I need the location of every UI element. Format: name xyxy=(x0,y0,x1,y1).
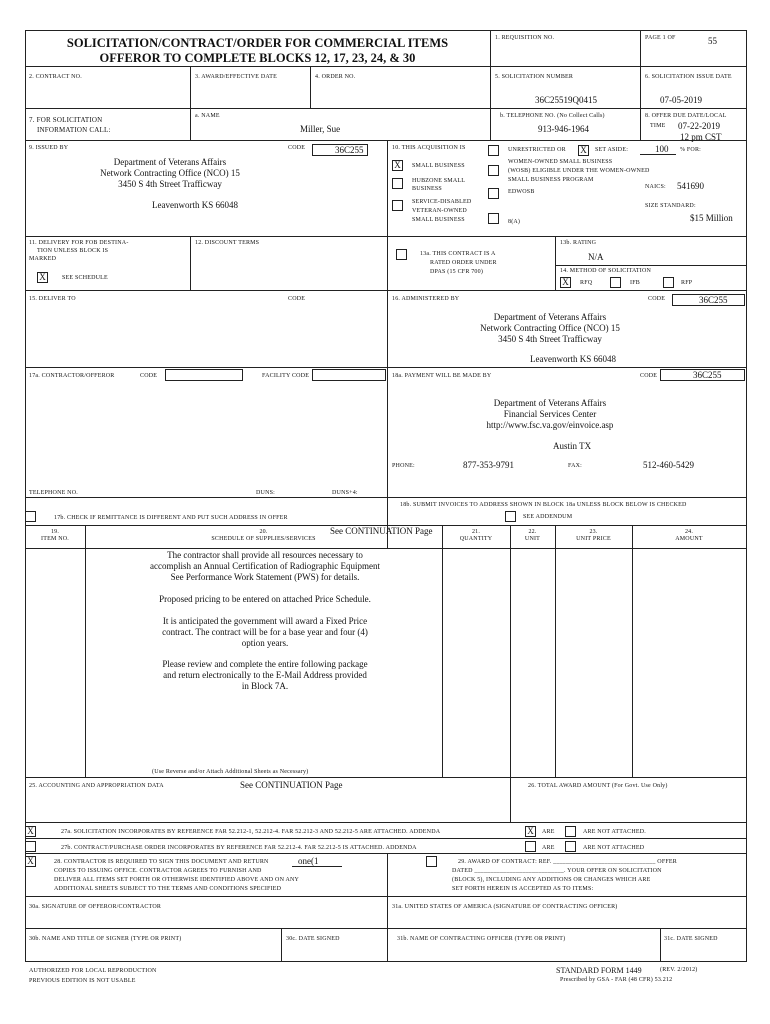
name-label: a. NAME xyxy=(195,113,220,119)
officer-signature-label: 31a. UNITED STATES OF AMERICA (SIGNATURE OF CONTRACTING OFFICER) xyxy=(392,904,618,910)
clause-28-line-2: COPIES TO ISSUING OFFICE. CONTRACTOR AGREES TO FURNISH AND xyxy=(54,868,262,874)
method-label: 14. METHOD OF SOLICITATION xyxy=(560,268,652,274)
rated-order-label-2: RATED ORDER UNDER xyxy=(430,260,497,266)
payment-label: 18a. PAYMENT WILL BE MADE BY xyxy=(392,373,492,379)
clause-29-line-3: (BLOCK 5), INCLUDING ANY ADDITIONS OR CHANGES WHICH ARE xyxy=(452,877,651,883)
see-addendum-label: SEE ADDENDUM xyxy=(523,514,573,520)
deliver-to-code-label: CODE xyxy=(288,296,306,302)
description-line: The contractor shall provide all resources necessary to xyxy=(167,550,363,560)
see-schedule-label: SEE SCHEDULE xyxy=(62,275,108,281)
schedule-see-continuation: See CONTINUATION Page xyxy=(330,526,433,536)
divider xyxy=(25,236,747,237)
rated-order-checkbox[interactable] xyxy=(396,249,407,260)
hubzone-label-2: BUSINESS xyxy=(412,186,442,192)
payment-code: 36C255 xyxy=(660,369,745,381)
form-prescribed: Prescribed by GSA - FAR (48 CFR) 53.212 xyxy=(560,977,673,983)
requisition-label: 1. REQUISITION NO. xyxy=(495,35,555,41)
contract-no-label: 2. CONTRACT NO. xyxy=(29,74,82,80)
page-label: PAGE 1 OF xyxy=(645,35,676,41)
contact-phone: 913-946-1964 xyxy=(538,124,589,134)
divider xyxy=(25,140,747,141)
divider xyxy=(190,66,191,108)
see-schedule-checkbox[interactable]: X xyxy=(37,272,48,283)
small-business-checkbox[interactable]: X xyxy=(392,160,403,171)
issued-by-line-2: Network Contracting Office (NCO) 15 xyxy=(100,168,240,178)
deliver-to-label: 15. DELIVER TO xyxy=(29,296,76,302)
divider xyxy=(640,108,641,140)
clause-27a-label: 27a. SOLICITATION INCORPORATES BY REFERENCE FAR 52.212-1, 52.212-4. FAR 52.212-3 AND 52.212-5 ARE ATTACHED. ADDENDA xyxy=(61,829,441,835)
administered-by-label: 16. ADMINISTERED BY xyxy=(392,296,460,302)
solicitation-info-label: 7. FOR SOLICITATION xyxy=(29,116,103,124)
form-border-top xyxy=(25,30,747,31)
offer-due-time: 12 pm CST xyxy=(680,132,722,142)
offeror-signature-label: 30a. SIGNATURE OF OFFEROR/CONTRACTOR xyxy=(29,904,162,910)
clause-28-line-3: DELIVER ALL ITEMS SET FORTH OR OTHERWISE IDENTIFIED ABOVE AND ON ANY xyxy=(54,877,300,883)
offer-due-date: 07-22-2019 xyxy=(678,121,720,131)
eight-a-checkbox[interactable] xyxy=(488,213,499,224)
edwosb-label: EDWOSB xyxy=(508,189,535,195)
addenda-27a-are-label: ARE xyxy=(542,829,555,835)
size-standard-label: SIZE STANDARD: xyxy=(645,203,696,209)
clause-28-line-4: ADDITIONAL SHEETS SUBJECT TO THE TERMS AND CONDITIONS SPECIFIED xyxy=(54,886,282,892)
contractor-code-field[interactable] xyxy=(165,369,243,381)
clause-28-line-1: 28. CONTRACTOR IS REQUIRED TO SIGN THIS DOCUMENT AND RETURN xyxy=(54,859,269,865)
payment-line-1: Department of Veterans Affairs xyxy=(493,398,607,408)
clause-28-copies: one(1 xyxy=(298,856,319,866)
set-aside-percent: 100 xyxy=(655,144,669,154)
addenda-27b-are-not-label: ARE NOT ATTACHED xyxy=(583,845,645,851)
description-line: contract. The contract will be for a base year and four (4) xyxy=(162,627,368,637)
remittance-checkbox[interactable] xyxy=(25,511,36,522)
set-aside-label: SET ASIDE: xyxy=(595,147,629,153)
divider xyxy=(190,108,191,140)
accounting-label: 25. ACCOUNTING AND APPROPRIATION DATA xyxy=(29,783,164,789)
rating-label: 13b. RATING xyxy=(560,240,597,246)
divider xyxy=(640,30,641,108)
contractor-code-label: CODE xyxy=(140,373,158,379)
administered-code: 36C255 xyxy=(672,294,745,306)
issued-by-label: 9. ISSUED BY xyxy=(29,145,69,151)
addenda-27b-are-checkbox[interactable] xyxy=(525,841,536,852)
solicitation-number-label: 5. SOLICITATION NUMBER xyxy=(495,74,574,80)
form-border-bottom xyxy=(25,961,747,962)
issued-by-line-3: 3450 S 4th Street Trafficway xyxy=(118,179,222,189)
wosb-label-3: SMALL BUSINESS PROGRAM xyxy=(508,177,594,183)
unit-price-number: 23. xyxy=(589,529,598,535)
naics-label: NAICS: xyxy=(645,184,666,190)
divider xyxy=(510,525,511,777)
reverse-note: (Use Reverse and/or Attach Additional Sheets as Necessary) xyxy=(152,769,309,775)
form-title: SOLICITATION/CONTRACT/ORDER FOR COMMERCIAL ITEMS xyxy=(66,36,449,50)
offer-due-label: 8. OFFER DUE DATE/LOCAL xyxy=(645,113,727,119)
edwosb-checkbox[interactable] xyxy=(488,188,499,199)
amount-number: 24. xyxy=(684,529,694,535)
divider xyxy=(555,265,747,266)
delivery-fob-label-3: MARKED xyxy=(29,256,57,262)
amount-header: AMOUNT xyxy=(675,536,703,542)
divider xyxy=(85,525,86,777)
page-total: 55 xyxy=(708,36,717,46)
order-no-label: 4. ORDER NO. xyxy=(315,74,356,80)
divider xyxy=(25,896,747,897)
payment-code-label: CODE xyxy=(640,373,658,379)
description-line: accomplish an Annual Certification of Radiographic Equipment xyxy=(150,561,380,571)
divider xyxy=(555,525,556,777)
clause-27b-checkbox[interactable] xyxy=(25,841,36,852)
divider xyxy=(25,367,747,368)
sdvosb-label-2: VETERAN-OWNED xyxy=(412,208,467,214)
divider xyxy=(632,525,633,777)
divider xyxy=(25,838,747,839)
addenda-27b-are-label: ARE xyxy=(542,845,555,851)
divider xyxy=(555,236,556,290)
administered-line-1: Department of Veterans Affairs xyxy=(493,312,607,322)
addendum-checkbox[interactable] xyxy=(505,511,516,522)
naics-code: 541690 xyxy=(677,181,704,191)
solicitation-info-label-2: INFORMATION CALL: xyxy=(37,126,111,134)
phone-label: PHONE: xyxy=(392,463,415,469)
addenda-27a-are-checkbox[interactable]: X xyxy=(525,826,536,837)
issued-by-line-1: Department of Veterans Affairs xyxy=(113,157,227,167)
divider xyxy=(387,140,388,548)
total-award-label: 26. TOTAL AWARD AMOUNT (For Govt. Use Only) xyxy=(528,783,668,789)
percent-underline xyxy=(640,154,676,155)
payment-line-3: http://www.fsc.va.gov/einvoice.asp xyxy=(486,420,614,430)
eight-a-label: 8(A) xyxy=(508,219,521,225)
unrestricted-checkbox[interactable] xyxy=(488,145,499,156)
footer-previous-edition: PREVIOUS EDITION IS NOT USABLE xyxy=(29,978,136,984)
item-no-header: ITEM NO. xyxy=(41,536,69,542)
addenda-27a-are-not-label: ARE NOT ATTACHED. xyxy=(583,829,646,835)
issued-code-label: CODE xyxy=(288,145,306,151)
clause-29-line-2: DATED ____________________________. YOUR OFFER ON SOLICITATION xyxy=(452,868,662,874)
duns-label: DUNS: xyxy=(256,490,276,496)
solicitation-date: 07-05-2019 xyxy=(660,95,702,105)
phone-value: 877-353-9791 xyxy=(463,460,514,470)
fax-label: FAX: xyxy=(568,463,583,469)
divider xyxy=(25,853,747,854)
percent-for-label: % FOR: xyxy=(680,147,702,153)
form-number: STANDARD FORM 1449 xyxy=(556,966,642,975)
hubzone-checkbox[interactable] xyxy=(392,178,403,189)
solicitation-date-label: 6. SOLICITATION ISSUE DATE xyxy=(645,74,732,80)
quantity-number: 21. xyxy=(471,529,481,535)
divider xyxy=(281,928,282,961)
divider xyxy=(490,66,491,140)
ifb-label: IFB xyxy=(630,280,640,286)
divider xyxy=(25,777,747,778)
small-business-label: SMALL BUSINESS xyxy=(412,163,465,169)
unit-header: UNIT xyxy=(524,536,541,542)
clause-29-line-1: 29. AWARD OF CONTRACT: REF. ________________________________ OFFER xyxy=(458,859,677,865)
discount-terms-label: 12. DISCOUNT TERMS xyxy=(195,240,260,246)
divider xyxy=(25,928,747,929)
clause-29-line-4: SET FORTH HEREIN IS ACCEPTED AS TO ITEMS: xyxy=(452,886,594,892)
ifb-checkbox[interactable] xyxy=(610,277,621,288)
clause-28-checkbox[interactable]: X xyxy=(25,856,36,867)
rfq-checkbox[interactable]: X xyxy=(560,277,571,288)
wosb-label-2: (WOSB) ELIGIBLE UNDER THE WOMEN-OWNED xyxy=(508,168,650,174)
divider xyxy=(25,108,747,109)
rated-order-label-3: DPAS (15 CFR 700) xyxy=(430,269,484,275)
divider xyxy=(490,30,491,66)
clause-27a-checkbox[interactable]: X xyxy=(25,826,36,837)
description-line: It is anticipated the government will award a Fixed Price xyxy=(162,616,368,626)
wosb-checkbox[interactable] xyxy=(488,165,499,176)
divider xyxy=(25,822,747,823)
divider xyxy=(387,853,388,961)
divider xyxy=(25,548,747,549)
unit-price-header: UNIT PRICE xyxy=(576,536,611,542)
quantity-header: QUANTITY xyxy=(459,536,493,542)
remittance-label: 17b. CHECK IF REMITTANCE IS DIFFERENT AND PUT SUCH ADDRESS IN OFFER xyxy=(54,515,288,521)
description-line: Please review and complete the entire following package xyxy=(162,659,368,669)
acquisition-label: 10. THIS ACQUISITION IS xyxy=(392,145,466,151)
clause-27b-label: 27b. CONTRACT/PURCHASE ORDER INCORPORATES BY REFERENCE FAR 52.212-4. FAR 52.212-5 IS ATTACHED. ADDENDA xyxy=(61,845,417,851)
signer-name-label: 30b. NAME AND TITLE OF SIGNER (TYPE OR PRINT) xyxy=(29,936,182,942)
issued-by-line-4: Leavenworth KS 66048 xyxy=(152,200,238,210)
item-no-number: 19. xyxy=(50,529,60,535)
hubzone-label-1: HUBZONE SMALL xyxy=(412,178,466,184)
description-line: option years. xyxy=(241,638,289,648)
divider xyxy=(25,497,747,498)
sdvosb-label-3: SMALL BUSINESS xyxy=(412,217,465,223)
administered-line-2: Network Contracting Office (NCO) 15 xyxy=(480,323,620,333)
divider xyxy=(510,777,511,822)
rfp-checkbox[interactable] xyxy=(663,277,674,288)
time-label: TIME xyxy=(650,123,666,129)
addenda-27a-are-not-checkbox[interactable] xyxy=(565,826,576,837)
divider xyxy=(310,66,311,108)
form-revision: (REV. 2/2012) xyxy=(660,967,698,973)
issued-code: 36C255 xyxy=(312,144,368,156)
administered-code-label: CODE xyxy=(648,296,666,302)
unrestricted-label: UNRESTRICTED OR xyxy=(508,147,566,153)
telephone-no-label: TELEPHONE NO. xyxy=(29,490,78,496)
contact-name: Miller, Sue xyxy=(300,124,341,134)
administered-line-4: Leavenworth KS 66048 xyxy=(530,354,616,364)
duns4-label: DUNS+4: xyxy=(332,490,358,496)
size-standard: $15 Million xyxy=(690,213,733,223)
description-line: in Block 7A. xyxy=(241,681,289,691)
delivery-fob-label-1: 11. DELIVERY FOR FOB DESTINA- xyxy=(29,240,129,246)
clause-29-checkbox[interactable] xyxy=(426,856,437,867)
set-aside-checkbox[interactable]: X xyxy=(578,145,589,156)
telephone-label: b. TELEPHONE NO. (No Collect Calls) xyxy=(500,113,605,119)
divider xyxy=(190,236,191,290)
description-line: Proposed pricing to be entered on attached Price Schedule. xyxy=(159,594,371,604)
schedule-number: 20. xyxy=(259,529,268,535)
delivery-fob-label-2: TION UNLESS BLOCK IS xyxy=(37,248,109,254)
officer-name-label: 31b. NAME OF CONTRACTING OFFICER (TYPE OR PRINT) xyxy=(397,936,566,942)
unit-number: 22. xyxy=(528,529,537,535)
divider xyxy=(25,66,747,67)
rated-order-label-1: 13a. THIS CONTRACT IS A xyxy=(420,251,496,257)
schedule-header: SCHEDULE OF SUPPLIES/SERVICES xyxy=(211,536,316,542)
addenda-27b-are-not-checkbox[interactable] xyxy=(565,841,576,852)
description-line: and return electronically to the E-Mail Address provided xyxy=(163,670,367,680)
officer-date-label: 31c. DATE SIGNED xyxy=(664,936,718,942)
payment-line-2: Financial Services Center xyxy=(503,409,597,419)
divider xyxy=(442,525,443,777)
facility-code-field[interactable] xyxy=(312,369,386,381)
offeror-date-label: 30c. DATE SIGNED xyxy=(286,936,340,942)
divider xyxy=(25,290,747,291)
rating-value: N/A xyxy=(588,252,604,262)
wosb-label-1: WOMEN-OWNED SMALL BUSINESS xyxy=(508,159,613,165)
rfq-label: RFQ xyxy=(580,280,593,286)
fax-value: 512-460-5429 xyxy=(643,460,694,470)
accounting-see-continuation: See CONTINUATION Page xyxy=(240,780,343,790)
sdvosb-checkbox[interactable] xyxy=(392,200,403,211)
payment-line-4: Austin TX xyxy=(553,441,592,451)
submit-invoices-label: 18b. SUBMIT INVOICES TO ADDRESS SHOWN IN BLOCK 18a UNLESS BLOCK BELOW IS CHECKED xyxy=(400,502,687,508)
solicitation-number: 36C25519Q0415 xyxy=(535,95,598,105)
contractor-label: 17a. CONTRACTOR/OFFEROR xyxy=(29,373,115,379)
facility-code-label: FACILITY CODE xyxy=(262,373,310,379)
form-subtitle: OFFEROR TO COMPLETE BLOCKS 12, 17, 23, 24, & 30 xyxy=(99,51,416,65)
footer-authorized: AUTHORIZED FOR LOCAL REPRODUCTION xyxy=(29,968,157,974)
administered-line-3: 3450 S 4th Street Trafficway xyxy=(498,334,602,344)
award-date-label: 3. AWARD/EFFECTIVE DATE xyxy=(195,74,277,80)
copies-underline xyxy=(292,866,342,867)
description-line: See Performance Work Statement (PWS) for details. xyxy=(170,572,360,582)
rfp-label: RFP xyxy=(681,280,693,286)
divider xyxy=(660,928,661,961)
sdvosb-label-1: SERVICE-DISABLED xyxy=(412,199,472,205)
